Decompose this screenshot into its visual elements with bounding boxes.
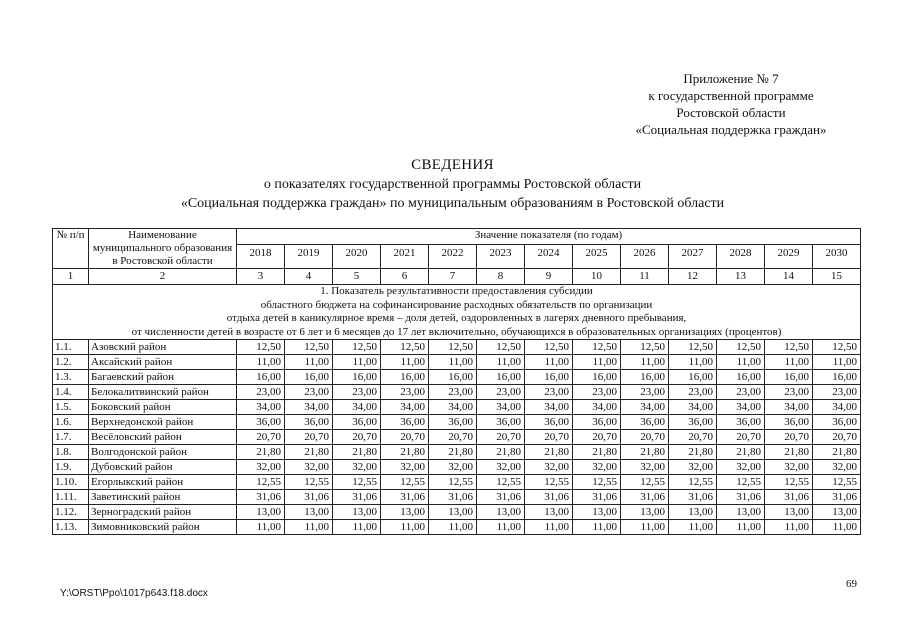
value-cell: 20,70 xyxy=(237,430,285,445)
value-cell: 12,50 xyxy=(237,340,285,355)
column-number-cell: 2 xyxy=(89,269,237,285)
value-cell: 11,00 xyxy=(525,520,573,535)
year-header: 2021 xyxy=(381,245,429,269)
value-cell: 36,00 xyxy=(237,415,285,430)
value-cell: 12,55 xyxy=(381,475,429,490)
row-number: 1.12. xyxy=(53,505,89,520)
column-number-cell: 4 xyxy=(285,269,333,285)
value-cell: 20,70 xyxy=(381,430,429,445)
value-cell: 13,00 xyxy=(333,505,381,520)
value-cell: 21,80 xyxy=(621,445,669,460)
row-number: 1.7. xyxy=(53,430,89,445)
year-header: 2020 xyxy=(333,245,381,269)
value-cell: 11,00 xyxy=(477,520,525,535)
column-number-cell: 14 xyxy=(765,269,813,285)
title-subheading: «Социальная поддержка граждан» по муниципальным образованиям в Ростовской области xyxy=(180,196,725,211)
table-row xyxy=(53,445,861,460)
year-header: 2022 xyxy=(429,245,477,269)
value-cell: 36,00 xyxy=(333,415,381,430)
column-number-cell: 3 xyxy=(237,269,285,285)
title-heading: СВЕДЕНИЯ xyxy=(411,157,494,173)
value-cell: 20,70 xyxy=(669,430,717,445)
municipality-name: Заветинский район xyxy=(89,490,237,505)
value-cell: 34,00 xyxy=(285,400,333,415)
column-header-name: Наименование муниципального образования в Ростовской области xyxy=(89,229,237,269)
value-cell: 12,50 xyxy=(717,340,765,355)
value-cell: 13,00 xyxy=(381,505,429,520)
value-cell: 11,00 xyxy=(813,520,861,535)
value-cell: 21,80 xyxy=(765,445,813,460)
value-cell: 21,80 xyxy=(525,445,573,460)
value-cell: 23,00 xyxy=(429,385,477,400)
value-cell: 11,00 xyxy=(477,355,525,370)
appendix-line: «Социальная поддержка граждан» xyxy=(635,122,827,137)
value-cell: 12,50 xyxy=(525,340,573,355)
municipality-name: Боковский район xyxy=(89,400,237,415)
value-cell: 32,00 xyxy=(717,460,765,475)
value-cell: 31,06 xyxy=(477,490,525,505)
year-header: 2023 xyxy=(477,245,525,269)
value-cell: 31,06 xyxy=(237,490,285,505)
value-cell: 34,00 xyxy=(525,400,573,415)
municipality-name: Зимовниковский район xyxy=(89,520,237,535)
value-cell: 11,00 xyxy=(285,520,333,535)
value-cell: 12,55 xyxy=(669,475,717,490)
value-cell: 12,50 xyxy=(285,340,333,355)
value-cell: 12,55 xyxy=(525,475,573,490)
value-cell: 23,00 xyxy=(765,385,813,400)
value-cell: 11,00 xyxy=(381,520,429,535)
column-number-cell: 6 xyxy=(381,269,429,285)
value-cell: 11,00 xyxy=(429,520,477,535)
value-cell: 13,00 xyxy=(237,505,285,520)
column-number-cell: 11 xyxy=(621,269,669,285)
value-cell: 16,00 xyxy=(429,370,477,385)
table-row xyxy=(53,385,861,400)
value-cell: 11,00 xyxy=(669,520,717,535)
value-cell: 21,80 xyxy=(717,445,765,460)
value-cell: 31,06 xyxy=(429,490,477,505)
value-cell: 11,00 xyxy=(765,355,813,370)
value-cell: 36,00 xyxy=(669,415,717,430)
table-row xyxy=(53,340,861,355)
municipality-name: Весёловский район xyxy=(89,430,237,445)
value-cell: 36,00 xyxy=(717,415,765,430)
value-cell: 11,00 xyxy=(429,355,477,370)
column-number-cell: 7 xyxy=(429,269,477,285)
year-header: 2027 xyxy=(669,245,717,269)
value-cell: 31,06 xyxy=(717,490,765,505)
value-cell: 32,00 xyxy=(765,460,813,475)
value-cell: 23,00 xyxy=(525,385,573,400)
value-cell: 11,00 xyxy=(285,355,333,370)
value-cell: 21,80 xyxy=(285,445,333,460)
table-row xyxy=(53,505,861,520)
municipality-name: Егорлыкский район xyxy=(89,475,237,490)
value-cell: 20,70 xyxy=(813,430,861,445)
value-cell: 12,50 xyxy=(813,340,861,355)
value-cell: 11,00 xyxy=(717,355,765,370)
title-subheading: о показателях государственной программы Ростовской области xyxy=(263,177,642,192)
value-cell: 23,00 xyxy=(573,385,621,400)
value-cell: 13,00 xyxy=(813,505,861,520)
municipality-name: Дубовский район xyxy=(89,460,237,475)
value-cell: 32,00 xyxy=(621,460,669,475)
value-cell: 12,50 xyxy=(333,340,381,355)
value-cell: 21,80 xyxy=(333,445,381,460)
value-cell: 34,00 xyxy=(429,400,477,415)
row-number: 1.9. xyxy=(53,460,89,475)
value-cell: 31,06 xyxy=(669,490,717,505)
year-header: 2018 xyxy=(237,245,285,269)
municipality-name: Зерноградский район xyxy=(89,505,237,520)
municipality-name: Багаевский район xyxy=(89,370,237,385)
value-cell: 34,00 xyxy=(381,400,429,415)
value-cell: 13,00 xyxy=(285,505,333,520)
value-cell: 12,50 xyxy=(669,340,717,355)
value-cell: 16,00 xyxy=(525,370,573,385)
value-cell: 21,80 xyxy=(381,445,429,460)
value-cell: 34,00 xyxy=(573,400,621,415)
value-cell: 16,00 xyxy=(573,370,621,385)
indicators-table xyxy=(52,228,861,535)
year-header: 2028 xyxy=(717,245,765,269)
year-header: 2025 xyxy=(573,245,621,269)
value-cell: 12,55 xyxy=(813,475,861,490)
value-cell: 11,00 xyxy=(333,520,381,535)
value-cell: 12,50 xyxy=(621,340,669,355)
value-cell: 32,00 xyxy=(573,460,621,475)
value-cell: 12,50 xyxy=(477,340,525,355)
year-header: 2030 xyxy=(813,245,861,269)
row-number: 1.4. xyxy=(53,385,89,400)
appendix-line: Ростовской области xyxy=(676,105,786,120)
value-cell: 20,70 xyxy=(429,430,477,445)
column-number-cell: 9 xyxy=(525,269,573,285)
year-header: 2026 xyxy=(621,245,669,269)
value-cell: 20,70 xyxy=(333,430,381,445)
table-row xyxy=(53,355,861,370)
value-cell: 32,00 xyxy=(669,460,717,475)
value-cell: 32,00 xyxy=(429,460,477,475)
value-cell: 16,00 xyxy=(717,370,765,385)
value-cell: 32,00 xyxy=(525,460,573,475)
value-cell: 21,80 xyxy=(237,445,285,460)
indicator-row xyxy=(53,285,861,340)
value-cell: 11,00 xyxy=(621,355,669,370)
value-cell: 11,00 xyxy=(669,355,717,370)
table-row xyxy=(53,520,861,535)
indicator-line: 1. Показатель результативности предоставления субсидии xyxy=(320,285,593,297)
value-cell: 11,00 xyxy=(333,355,381,370)
value-cell: 11,00 xyxy=(237,520,285,535)
value-cell: 36,00 xyxy=(381,415,429,430)
row-number: 1.13. xyxy=(53,520,89,535)
value-cell: 16,00 xyxy=(381,370,429,385)
value-cell: 32,00 xyxy=(237,460,285,475)
value-cell: 12,55 xyxy=(429,475,477,490)
column-header-number: № п/п xyxy=(53,229,89,269)
value-cell: 13,00 xyxy=(669,505,717,520)
document-title xyxy=(0,156,905,213)
value-cell: 32,00 xyxy=(285,460,333,475)
value-cell: 36,00 xyxy=(477,415,525,430)
value-cell: 31,06 xyxy=(765,490,813,505)
value-cell: 13,00 xyxy=(429,505,477,520)
value-cell: 31,06 xyxy=(525,490,573,505)
value-cell: 11,00 xyxy=(765,520,813,535)
value-cell: 11,00 xyxy=(573,520,621,535)
value-cell: 13,00 xyxy=(765,505,813,520)
value-cell: 36,00 xyxy=(525,415,573,430)
value-cell: 11,00 xyxy=(813,355,861,370)
value-cell: 23,00 xyxy=(813,385,861,400)
value-cell: 34,00 xyxy=(813,400,861,415)
value-cell: 23,00 xyxy=(477,385,525,400)
value-cell: 31,06 xyxy=(813,490,861,505)
row-number: 1.11. xyxy=(53,490,89,505)
page-number: 69 xyxy=(846,578,857,590)
value-cell: 31,06 xyxy=(573,490,621,505)
year-header: 2029 xyxy=(765,245,813,269)
value-cell: 16,00 xyxy=(669,370,717,385)
table-row xyxy=(53,460,861,475)
value-cell: 13,00 xyxy=(525,505,573,520)
value-cell: 21,80 xyxy=(669,445,717,460)
value-cell: 12,50 xyxy=(381,340,429,355)
value-cell: 21,80 xyxy=(573,445,621,460)
indicator-description xyxy=(53,285,861,340)
value-cell: 34,00 xyxy=(669,400,717,415)
value-cell: 34,00 xyxy=(477,400,525,415)
municipality-name: Белокалитвинский район xyxy=(89,385,237,400)
footer-file-path: Y:\ORST\Ppo\1017p643.f18.docx xyxy=(60,588,208,599)
value-cell: 16,00 xyxy=(621,370,669,385)
value-cell: 32,00 xyxy=(333,460,381,475)
appendix-line: Приложение № 7 xyxy=(683,71,779,86)
column-number-cell: 15 xyxy=(813,269,861,285)
value-cell: 12,55 xyxy=(477,475,525,490)
municipality-name: Азовский район xyxy=(89,340,237,355)
row-number: 1.8. xyxy=(53,445,89,460)
value-cell: 12,55 xyxy=(333,475,381,490)
value-cell: 20,70 xyxy=(525,430,573,445)
value-cell: 23,00 xyxy=(237,385,285,400)
year-header: 2019 xyxy=(285,245,333,269)
value-cell: 23,00 xyxy=(717,385,765,400)
value-cell: 12,55 xyxy=(573,475,621,490)
value-cell: 23,00 xyxy=(669,385,717,400)
value-cell: 36,00 xyxy=(813,415,861,430)
value-cell: 16,00 xyxy=(333,370,381,385)
value-cell: 11,00 xyxy=(573,355,621,370)
table-row xyxy=(53,370,861,385)
value-cell: 23,00 xyxy=(333,385,381,400)
column-numbers-row xyxy=(53,269,861,285)
value-cell: 11,00 xyxy=(525,355,573,370)
row-number: 1.5. xyxy=(53,400,89,415)
value-cell: 23,00 xyxy=(621,385,669,400)
municipality-name: Верхнедонской район xyxy=(89,415,237,430)
value-cell: 32,00 xyxy=(813,460,861,475)
value-cell: 11,00 xyxy=(237,355,285,370)
value-cell: 34,00 xyxy=(765,400,813,415)
value-cell: 20,70 xyxy=(717,430,765,445)
column-number-cell: 12 xyxy=(669,269,717,285)
table-row xyxy=(53,415,861,430)
value-cell: 34,00 xyxy=(621,400,669,415)
value-cell: 20,70 xyxy=(285,430,333,445)
value-cell: 12,50 xyxy=(765,340,813,355)
value-cell: 36,00 xyxy=(573,415,621,430)
value-cell: 32,00 xyxy=(477,460,525,475)
value-cell: 16,00 xyxy=(813,370,861,385)
value-cell: 36,00 xyxy=(621,415,669,430)
value-cell: 12,55 xyxy=(621,475,669,490)
value-cell: 16,00 xyxy=(765,370,813,385)
value-cell: 13,00 xyxy=(621,505,669,520)
value-cell: 31,06 xyxy=(621,490,669,505)
value-cell: 36,00 xyxy=(429,415,477,430)
value-cell: 16,00 xyxy=(237,370,285,385)
column-number-cell: 13 xyxy=(717,269,765,285)
municipality-name: Аксайский район xyxy=(89,355,237,370)
value-cell: 31,06 xyxy=(381,490,429,505)
value-cell: 11,00 xyxy=(717,520,765,535)
value-cell: 34,00 xyxy=(717,400,765,415)
value-cell: 31,06 xyxy=(285,490,333,505)
column-number-cell: 1 xyxy=(53,269,89,285)
value-cell: 12,50 xyxy=(573,340,621,355)
row-number: 1.6. xyxy=(53,415,89,430)
value-cell: 20,70 xyxy=(573,430,621,445)
value-cell: 20,70 xyxy=(477,430,525,445)
year-header: 2024 xyxy=(525,245,573,269)
value-cell: 13,00 xyxy=(717,505,765,520)
value-cell: 32,00 xyxy=(381,460,429,475)
table-row xyxy=(53,475,861,490)
value-cell: 13,00 xyxy=(573,505,621,520)
value-cell: 12,55 xyxy=(237,475,285,490)
value-cell: 20,70 xyxy=(621,430,669,445)
value-cell: 21,80 xyxy=(813,445,861,460)
municipality-name: Волгодонской район xyxy=(89,445,237,460)
appendix-line: к государственной программе xyxy=(648,88,814,103)
value-cell: 21,80 xyxy=(429,445,477,460)
table-row xyxy=(53,400,861,415)
column-number-cell: 5 xyxy=(333,269,381,285)
value-cell: 20,70 xyxy=(765,430,813,445)
value-cell: 36,00 xyxy=(765,415,813,430)
value-cell: 11,00 xyxy=(621,520,669,535)
value-cell: 23,00 xyxy=(381,385,429,400)
row-number: 1.2. xyxy=(53,355,89,370)
value-cell: 12,50 xyxy=(429,340,477,355)
value-cell: 12,55 xyxy=(717,475,765,490)
value-cell: 31,06 xyxy=(333,490,381,505)
value-cell: 16,00 xyxy=(477,370,525,385)
value-cell: 12,55 xyxy=(285,475,333,490)
column-number-cell: 8 xyxy=(477,269,525,285)
column-header-values: Значение показателя (по годам) xyxy=(237,229,861,245)
value-cell: 13,00 xyxy=(477,505,525,520)
value-cell: 23,00 xyxy=(285,385,333,400)
value-cell: 36,00 xyxy=(285,415,333,430)
value-cell: 11,00 xyxy=(381,355,429,370)
indicator-line: от численности детей в возрасте от 6 лет и 6 месяцев до 17 лет включительно, обучающихся в образовательных организациях (процентов) xyxy=(131,325,782,338)
indicator-line: отдыха детей в каникулярное время – доля детей, оздоровленных в лагерях дневного пребывания, xyxy=(226,312,687,324)
column-number-cell: 10 xyxy=(573,269,621,285)
appendix-header xyxy=(601,70,861,138)
row-number: 1.3. xyxy=(53,370,89,385)
row-number: 1.10. xyxy=(53,475,89,490)
value-cell: 34,00 xyxy=(333,400,381,415)
value-cell: 21,80 xyxy=(477,445,525,460)
table-row xyxy=(53,430,861,445)
value-cell: 12,55 xyxy=(765,475,813,490)
value-cell: 16,00 xyxy=(285,370,333,385)
row-number: 1.1. xyxy=(53,340,89,355)
table-row xyxy=(53,490,861,505)
value-cell: 34,00 xyxy=(237,400,285,415)
indicator-line: областного бюджета на софинансирование расходных обязательств по организации xyxy=(260,298,653,311)
